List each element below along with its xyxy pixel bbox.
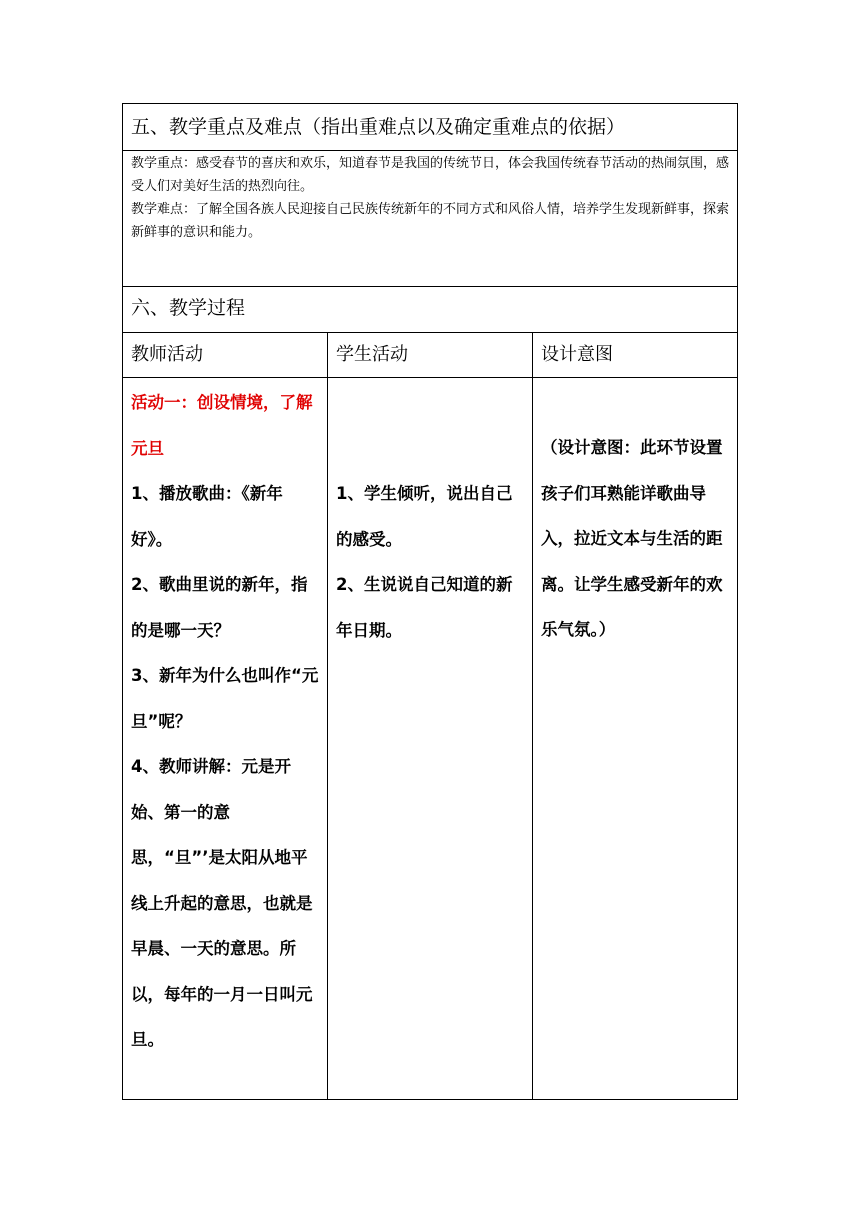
section5-title: 五、教学重点及难点（指出重难点以及确定重难点的依据） xyxy=(131,116,626,138)
key-point-text: 教学重点：感受春节的喜庆和欢乐，知道春节是我国的传统节日，体会我国传统春节活动的热闹氛围，感受人们对美好生活的热烈向往。 xyxy=(131,156,730,194)
teacher-activity-cell xyxy=(131,380,323,1063)
section6-title: 六、教学过程 xyxy=(131,297,246,319)
student-activity-cell xyxy=(336,471,528,653)
student-step: 2、生说说自己知道的新年日期。 xyxy=(336,575,513,640)
section5-content xyxy=(131,152,729,244)
activity-title: 活动一：创设情境，了解元旦 xyxy=(131,393,313,458)
column-header-design: 设计意图 xyxy=(541,344,613,365)
row-divider xyxy=(123,377,737,378)
lesson-plan-table xyxy=(122,103,738,1100)
design-intent-text: （设计意图：此环节设置孩子们耳熟能详歌曲导入，拉近文本与生活的距离。让学生感受新年的欢乐气氛。） xyxy=(541,438,723,639)
column-header-student: 学生活动 xyxy=(336,344,408,365)
student-step: 1、学生倾听，说出自己的感受。 xyxy=(336,484,513,549)
column-header-teacher: 教师活动 xyxy=(131,344,203,365)
column-divider xyxy=(327,333,328,1099)
column-divider xyxy=(532,333,533,1099)
row-divider xyxy=(123,150,737,151)
teacher-step: 1、播放歌曲：《新年好》。 xyxy=(131,484,283,549)
teacher-step: 3、新年为什么也叫作“元旦”呢？ xyxy=(131,666,319,731)
row-divider xyxy=(123,332,737,333)
difficulty-text: 教学难点：了解全国各族人民迎接自己民族传统新年的不同方式和风俗人情，培养学生发现新鲜事，探索新鲜事的意识和能力。 xyxy=(131,202,730,240)
design-intent-cell xyxy=(541,425,733,653)
row-divider xyxy=(123,286,737,287)
teacher-step: 4、教师讲解：元是开始、第一的意思，“旦”’是太阳从地平线上升起的意思，也就是早晨、一天的意思。所以，每年的一月一日叫元旦。 xyxy=(131,757,313,1049)
teacher-step: 2、歌曲里说的新年，指的是哪一天？ xyxy=(131,575,308,640)
